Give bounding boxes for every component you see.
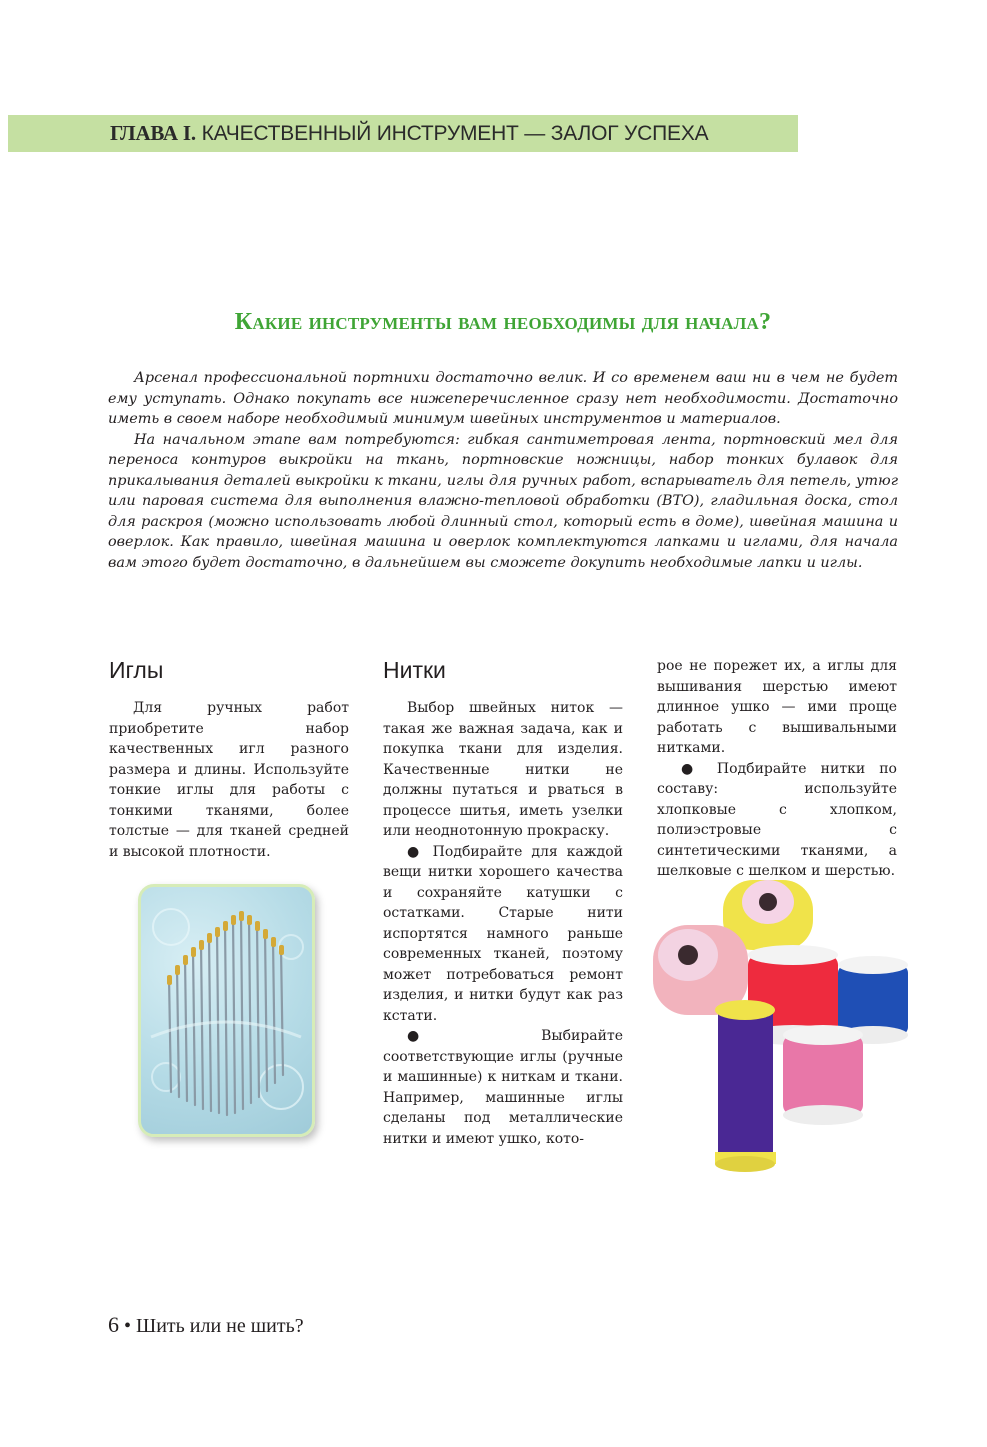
section-title: Какие инструменты вам необходимы для начала? (234, 309, 772, 335)
footer-separator: • (124, 1315, 132, 1337)
intro-paragraph-2: На начальном этапе вам потребуются: гибкая сантиметровая лента, портновский мел для переноса контуров выкройки на ткань, портновские ножницы, набор тонких булавок для прикалывания деталей выкройки к ткани, иглы для ручных работ, вспарыватель для петель, утюг или паровая система для выполнения влажно-тепловой обработки (ВТО), гладильная доска, стол для раскроя (можно использовать любой длинный стол, который есть в доме), швейная машина и оверлок. Как правило, швейная машина и оверлок комплектуются лапками и иглами, для начала вам этого будет достаточно, в дальнейшем вы сможете докупить необходимые лапки и иглы. (108, 431, 898, 571)
threads-heading: Нитки (383, 657, 446, 683)
thread-spools-illustration (648, 870, 913, 1175)
threads-paragraph-3-continued: рое не порежет их, а иглы для вышивания шерстью имеют длинное ушко — ими проще работать с вышивальными нитками. (657, 658, 897, 756)
needle-set-illustration (141, 887, 312, 1134)
needles-column (109, 652, 349, 862)
threads-paragraph-4: ● Подбирайте нитки по составу: используйте хлопковые с хлопком, полиэстровые с синтетическими тканями, а шелковые с шелком и шерстью. (657, 760, 897, 879)
needles-photo (138, 884, 315, 1137)
page-footer (108, 1312, 304, 1338)
book-title: Шить или не шить? (136, 1315, 304, 1337)
threads-column-continued (657, 656, 897, 882)
page-number: 6 (108, 1312, 119, 1337)
chapter-label: ГЛАВА I. (110, 121, 196, 145)
threads-paragraph-2: ● Подбирайте для каждой вещи нитки хорошего качества и сохраняйте катушки с остатками. Старые нити испортятся намного раньше современных тканей, поэтому может потребоваться ремонт изделия, и нитки будут как раз кстати. (383, 843, 623, 1024)
light-pink-spool (783, 1025, 863, 1125)
intro-text (108, 368, 898, 573)
needles-paragraph: Для ручных работ приобретите набор качественных игл разного размера и длины. Используйте тонкие иглы для работы с тонкими тканями, более толстые — для тканей средней и высокой плотности. (109, 700, 349, 860)
chapter-header (8, 115, 798, 152)
threads-column (383, 652, 623, 1149)
chapter-title: КАЧЕСТВЕННЫЙ ИНСТРУМЕНТ — ЗАЛОГ УСПЕХА (201, 122, 709, 145)
threads-paragraph-1: Выбор швейных ниток — такая же важная задача, как и покупка ткани для изделия. Качественные нитки не должны путаться и рваться в процессе шитья, иметь узелки или неоднотонную прокраску. (383, 700, 623, 839)
purple-spool (715, 1000, 776, 1172)
intro-paragraph-1: Арсенал профессиональной портнихи достаточно велик. И со временем ваш ни в чем не будет ему уступать. Однако покупать все нижеперечисленное сразу нет необходимости. Достаточно иметь в своем наборе необходимый минимум швейных инструментов и материалов. (108, 370, 898, 427)
threads-paragraph-3: ● Выбирайте соответствующие иглы (ручные и машинные) к ниткам и ткани. Например, машинные иглы сделаны под металлические нитки и имеют ушко, кото- (383, 1028, 623, 1147)
thread-spools-photo (648, 870, 913, 1175)
needles-heading: Иглы (109, 657, 164, 683)
